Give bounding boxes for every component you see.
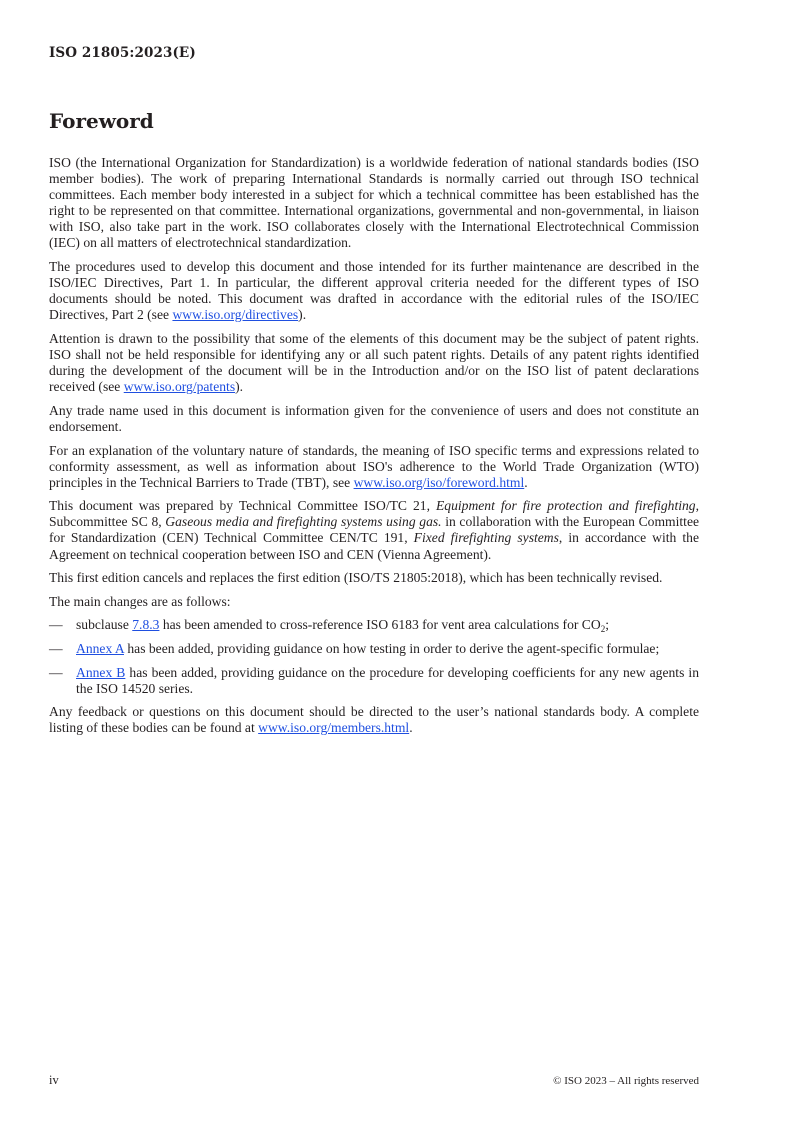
patents-link[interactable]: www.iso.org/patents <box>123 379 236 395</box>
document-id-header: ISO 21805:2023(E) <box>49 45 196 61</box>
foreword-body <box>49 155 699 744</box>
annex-b-link[interactable]: Annex B <box>76 664 126 680</box>
paragraph-iso-intro: ISO (the International Organization for Standardization) is a worldwide federation of national standards bodies (ISO member bodies). The work of preparing International Standards is normally carried out through ISO technical committees. Each member body interested in a subject for which a technical committee has been established has the right to be represented on that committee. International organizations, governmental and non-governmental, in liaison with ISO, also take part in the work. ISO collaborates closely with the International Electrotechnical Commission (IEC) on all matters of electrotechnical standardization. <box>49 155 699 251</box>
paragraph-voluntary-nature: For an explanation of the voluntary nature of standards, the meaning of ISO specific terms and expressions related to conformity assessment, as well as information about ISO's adherence to the World Trade Organization (WTO) principles in the Technical Barriers to Trade (TBT), see www.iso.org/iso/foreword.html. <box>49 442 699 490</box>
changes-list <box>49 617 699 696</box>
subclause-link[interactable]: 7.8.3 <box>132 617 160 633</box>
list-item: — Annex B has been added, providing guidance on the procedure for developing coefficients for any new agents in the ISO 14520 series. <box>49 664 699 696</box>
directives-link[interactable]: www.iso.org/directives <box>172 307 299 323</box>
page-footer <box>49 1073 699 1088</box>
paragraph-patents: Attention is drawn to the possibility that some of the elements of this document may be the subject of patent rights. ISO shall not be held responsible for identifying any or all such patent rights. Details of any patent rights identified during the development of the document will be in the Introduction and/or on the ISO list of patent declarations received (see www.iso.org/patents). <box>49 330 699 395</box>
members-link[interactable]: www.iso.org/members.html <box>258 720 410 736</box>
em-dash-bullet: — <box>49 617 63 633</box>
page-number: iv <box>49 1073 59 1087</box>
list-item: — subclause 7.8.3 has been amended to cross-reference ISO 6183 for vent area calculations for $CO_2$; <box>49 617 609 635</box>
paragraph-feedback: Any feedback or questions on this document should be directed to the user’s national standards body. A complete listing of these bodies can be found at www.iso.org/members.html. <box>49 704 699 736</box>
annex-a-link[interactable]: Annex A <box>76 640 124 656</box>
list-item: — Annex A has been added, providing guidance on how testing in order to derive the agent-specific formulae; <box>49 640 660 656</box>
paragraph-edition: This first edition cancels and replaces the first edition (ISO/TS 21805:2018), which has been technically revised. <box>49 570 663 586</box>
em-dash-bullet: — <box>49 664 63 680</box>
paragraph-trade-name: Any trade name used in this document is information given for the convenience of users and does not constitute an endorsement. <box>49 402 699 434</box>
paragraph-procedures: The procedures used to develop this document and those intended for its further maintenance are described in the ISO/IEC Directives, Part 1. In particular, the different approval criteria needed for the different types of ISO documents should be noted. This document was drafted in accordance with the editorial rules of the ISO/IEC Directives, Part 2 (see www.iso.org/directives). <box>49 259 699 323</box>
foreword-link[interactable]: www.iso.org/iso/foreword.html <box>353 474 525 490</box>
section-title: Foreword <box>49 109 154 133</box>
copyright-notice: © ISO 2023 – All rights reserved <box>553 1075 699 1087</box>
em-dash-bullet: — <box>49 640 63 656</box>
paragraph-changes-intro: The main changes are as follows: <box>49 593 231 609</box>
paragraph-prepared-by: This document was prepared by Technical Committee ISO/TC 21, Equipment for fire protection and firefighting, Subcommittee SC 8, Gaseous media and firefighting systems using gas. in collaboration with the European Committee for Standardization (CEN) Technical Committee CEN/TC 191, Fixed firefighting systems, in accordance with the Agreement on technical cooperation between ISO and CEN (Vienna Agreement). <box>49 498 700 562</box>
